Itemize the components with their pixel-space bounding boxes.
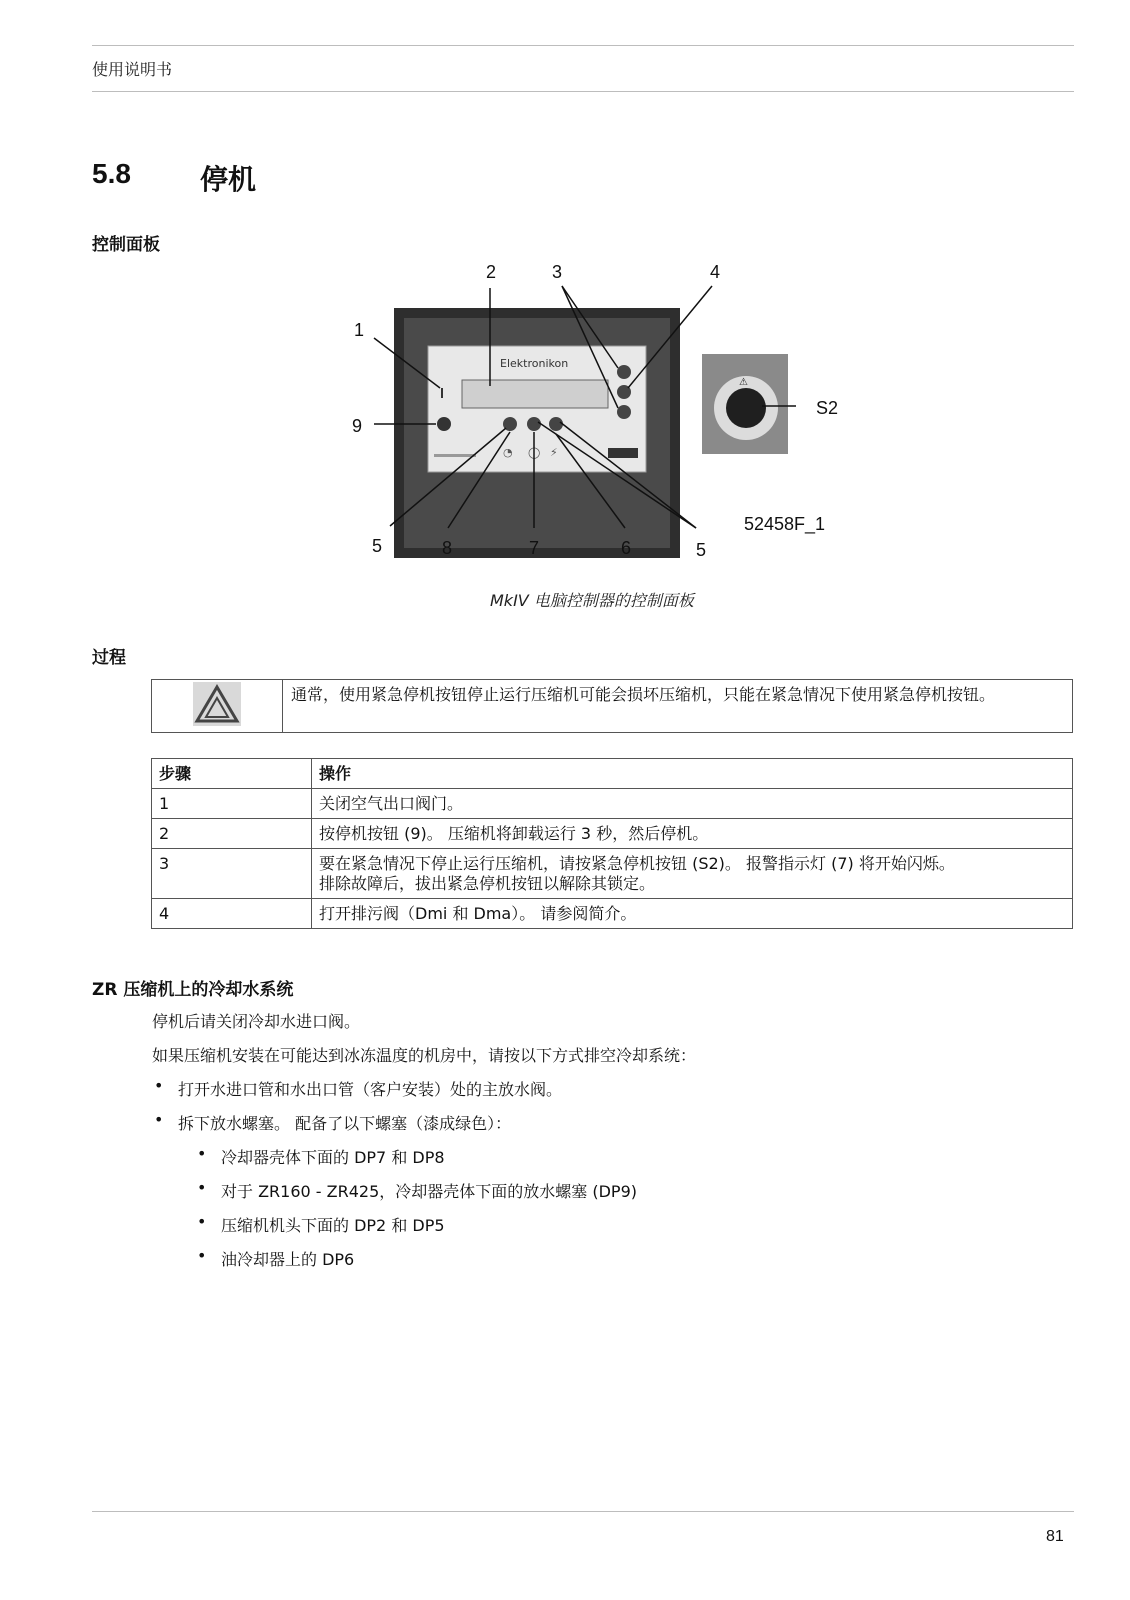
step-number: 3 — [152, 849, 312, 899]
callout-4: 4 — [710, 262, 721, 282]
callout-S2: S2 — [816, 398, 839, 418]
list-item — [154, 1076, 563, 1100]
header-top-rule — [92, 45, 1074, 46]
step-number: 1 — [152, 789, 312, 819]
emergency-stop-button — [726, 388, 766, 428]
cooling-paragraph-1: 停机后请关闭冷却水进口阀。 — [152, 1012, 361, 1031]
sub-list-item-text: 油冷却器上的 DP6 — [221, 1250, 355, 1269]
callout-1: 1 — [354, 320, 365, 340]
panel-display — [462, 380, 608, 408]
callout-6: 6 — [621, 538, 632, 558]
led-5-right — [549, 417, 563, 431]
table-row — [152, 789, 1073, 819]
stop-button-9 — [437, 417, 451, 431]
warning-icon-cell — [152, 680, 283, 733]
callout-8: 8 — [442, 538, 453, 558]
cooling-heading: ZR 压缩机上的冷却水系统 — [92, 980, 294, 1000]
symbol-6: ⚡ — [550, 446, 558, 459]
sub-list-item-text: 对于 ZR160 - ZR425，冷却器壳体下面的放水螺塞 (DP9) — [221, 1182, 637, 1201]
step-action: 要在紧急情况下停止运行压缩机，请按紧急停机按钮 (S2)。 报警指示灯 (7) 将开始闪烁。 排除故障后，拔出紧急停机按钮以解除其锁定。 — [312, 849, 1073, 899]
header-bottom-rule — [92, 91, 1074, 92]
steps-table — [151, 758, 1073, 929]
bullet-dot-icon: • — [154, 1110, 164, 1129]
list-item — [154, 1110, 512, 1134]
sub-list-item — [197, 1246, 355, 1270]
bullet-dot-icon: • — [197, 1178, 207, 1197]
sub-list-item-text: 压缩机机头下面的 DP2 和 DP5 — [221, 1216, 445, 1235]
section-title: 停机 — [200, 163, 257, 196]
footer-rule — [92, 1511, 1074, 1512]
panel-logo-plate — [608, 448, 638, 458]
section-number: 5.8 — [92, 158, 131, 189]
step-number: 2 — [152, 819, 312, 849]
procedure-heading: 过程 — [92, 648, 126, 668]
warning-box — [151, 679, 1073, 733]
callout-7: 7 — [529, 538, 540, 558]
control-panel-figure — [350, 262, 870, 572]
callout-5-right: 5 — [696, 540, 707, 560]
step-action: 关闭空气出口阀门。 — [312, 789, 1073, 819]
list-item-text: 拆下放水螺塞。 配备了以下螺塞（漆成绿色）： — [178, 1114, 512, 1133]
panel-small-label — [434, 454, 476, 457]
emergency-stop-symbol: ⚠ — [739, 377, 748, 388]
sub-list-item — [197, 1144, 445, 1168]
header-step: 步骤 — [152, 759, 312, 789]
sub-list-item — [197, 1212, 445, 1236]
symbol-7: ◯ — [528, 446, 541, 459]
start-symbol — [441, 388, 443, 398]
figure-code: 52458F_1 — [744, 514, 826, 534]
header-action: 操作 — [312, 759, 1073, 789]
led-7 — [527, 417, 541, 431]
bullet-dot-icon: • — [197, 1212, 207, 1231]
table-row — [152, 819, 1073, 849]
sub-list-item-text: 冷却器壳体下面的 DP7 和 DP8 — [221, 1148, 445, 1167]
control-panel-diagram — [350, 262, 870, 572]
callout-5-left: 5 — [372, 536, 383, 556]
figure-caption: MkIV 电脑控制器的控制面板 — [490, 591, 694, 610]
sub-list-item — [197, 1178, 637, 1202]
warning-text: 通常，使用紧急停机按钮停止运行压缩机可能会损坏压缩机，只能在紧急情况下使用紧急停机按钮。 — [283, 680, 1073, 733]
callout-2: 2 — [486, 262, 497, 282]
bullet-dot-icon: • — [197, 1246, 207, 1265]
symbol-8: ◔ — [503, 446, 513, 459]
page-number: 81 — [1046, 1528, 1064, 1545]
bullet-dot-icon: • — [154, 1076, 164, 1095]
step-action: 打开排污阀（Dmi 和 Dma）。 请参阅简介。 — [312, 899, 1073, 929]
callout-3: 3 — [552, 262, 563, 282]
scroll-up-button — [617, 365, 631, 379]
callout-9: 9 — [352, 416, 363, 436]
warning-triangle-icon — [193, 711, 241, 730]
table-row — [152, 849, 1073, 899]
step-action: 按停机按钮 (9)。 压缩机将卸载运行 3 秒，然后停机。 — [312, 819, 1073, 849]
table-header-row — [152, 759, 1073, 789]
table-row — [152, 899, 1073, 929]
panel-brand-label: Elektronikon — [500, 357, 569, 370]
manual-header-title: 使用说明书 — [92, 60, 173, 79]
tab-button — [617, 405, 631, 419]
step-number: 4 — [152, 899, 312, 929]
list-item-text: 打开水进口管和水出口管（客户安装）处的主放水阀。 — [178, 1080, 563, 1099]
control-panel-heading: 控制面板 — [92, 235, 160, 255]
cooling-paragraph-2: 如果压缩机安装在可能达到冰冻温度的机房中，请按以下方式排空冷却系统： — [152, 1046, 697, 1065]
bullet-dot-icon: • — [197, 1144, 207, 1163]
